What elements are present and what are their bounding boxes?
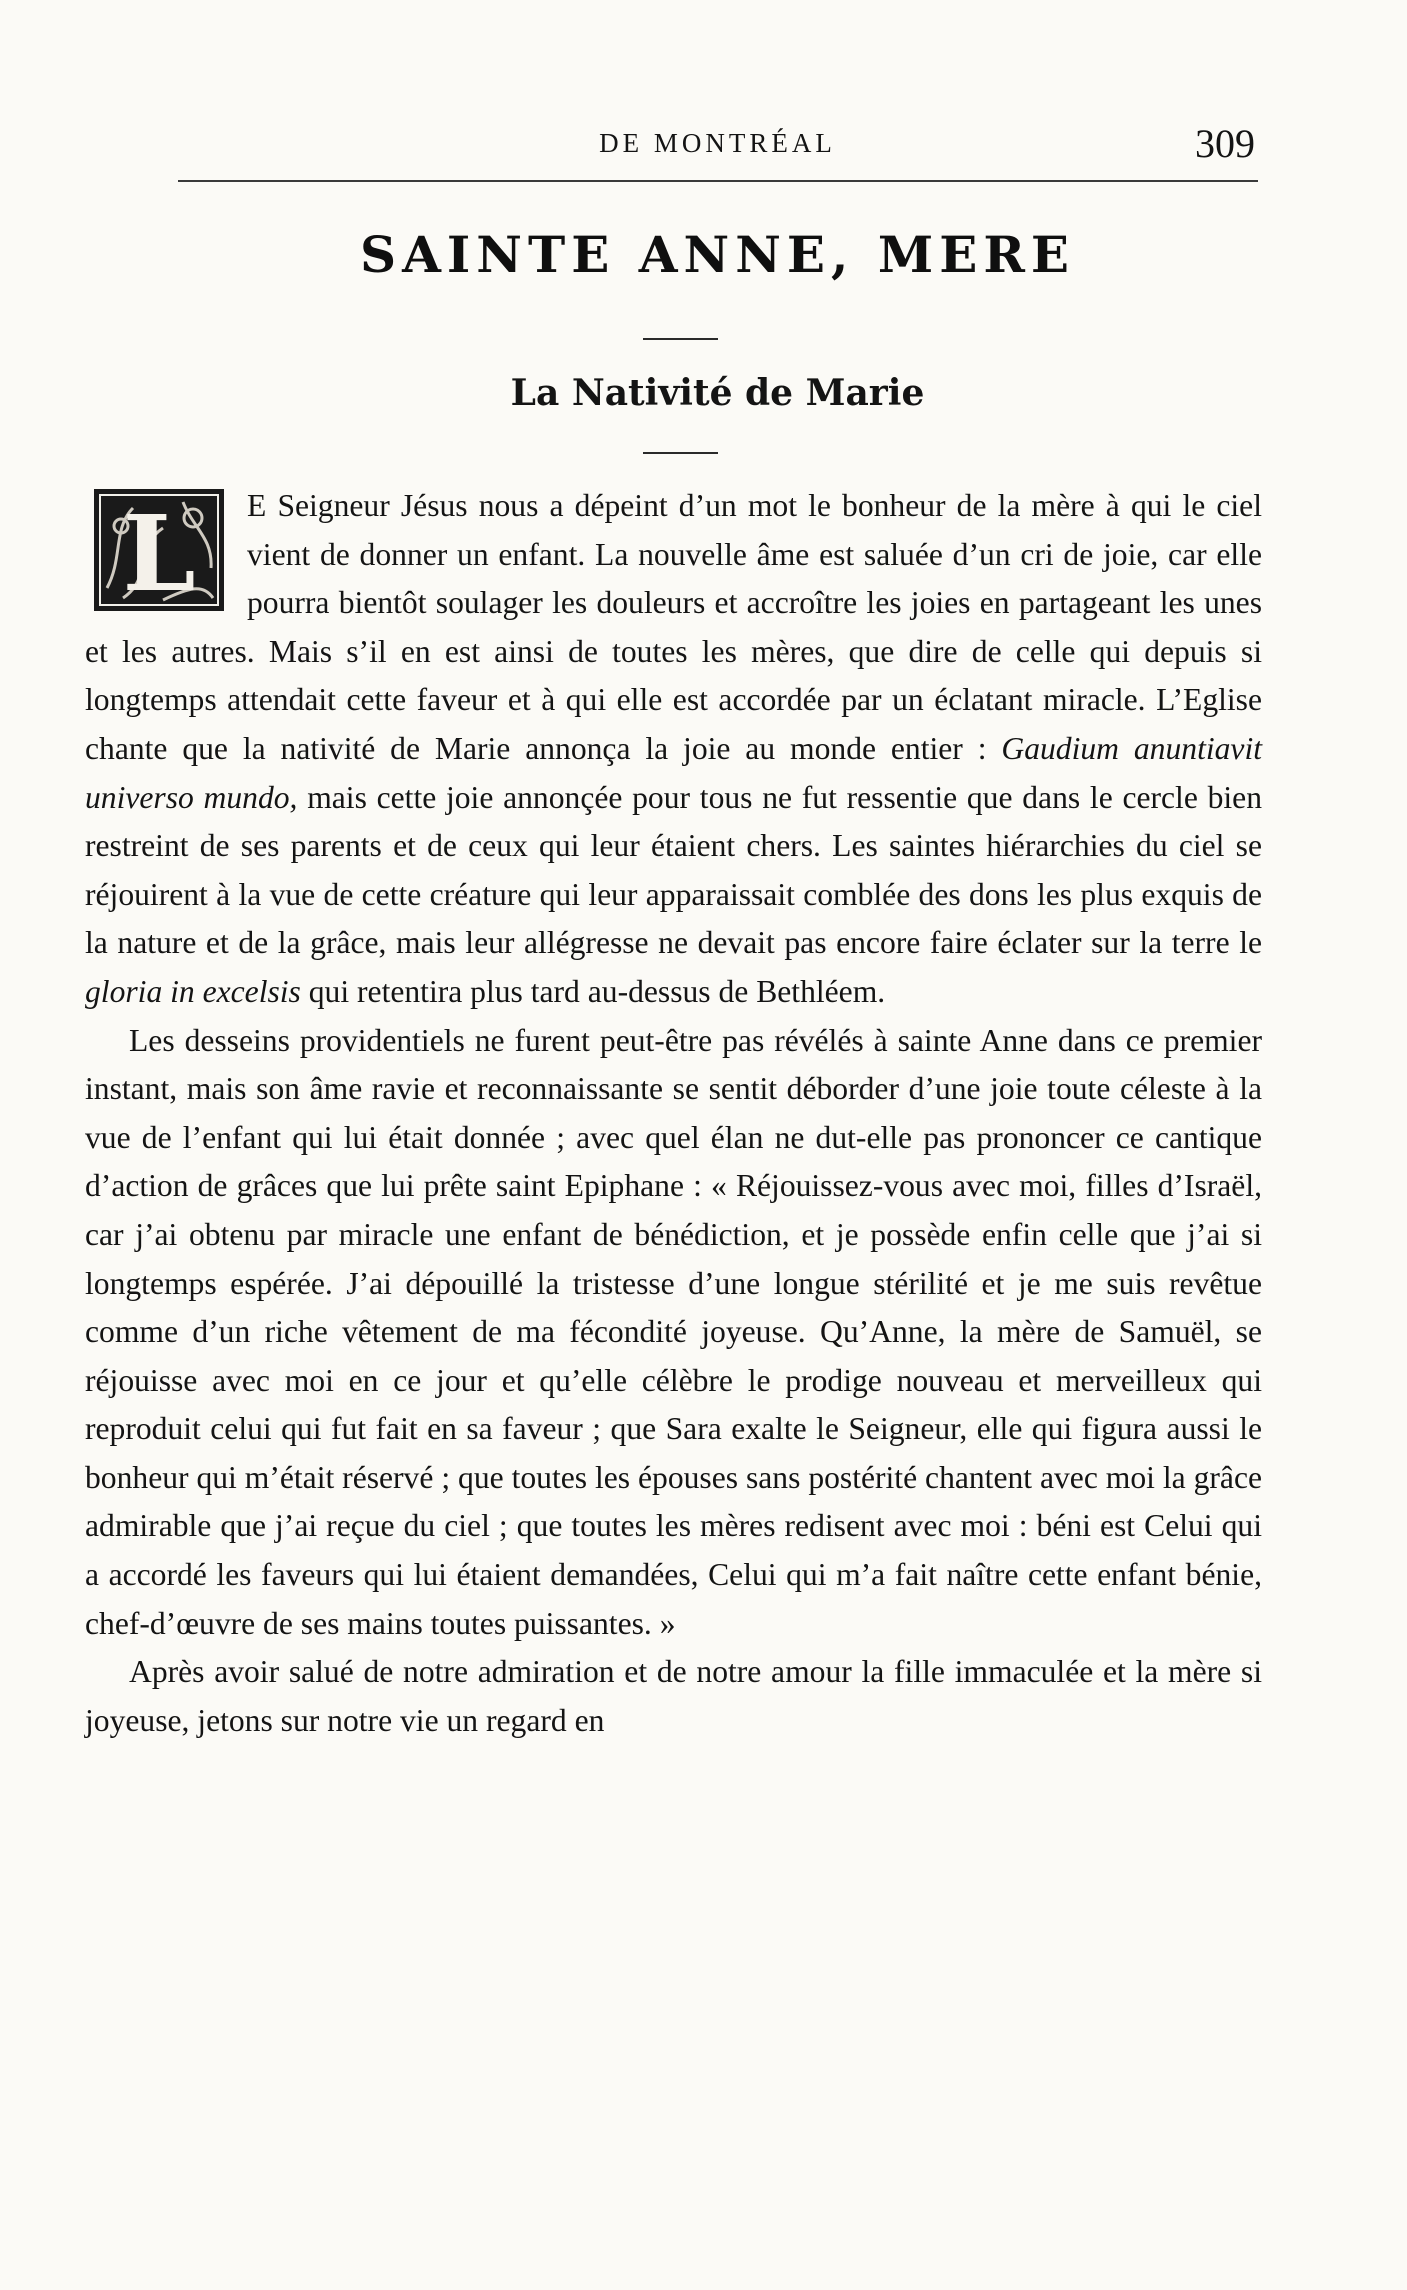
paragraph-1-text-a: Seigneur Jésus nous a dépeint d’un mot le bonheur de la mère à qui le ciel vient de donner un enfant. La nouvelle âme est saluée d’un cri de joie, car elle pourra bientôt soulager les douleurs et accroître les joies en partageant les unes et les autres. Mais s’il en est ainsi de toutes les mères, que dire de celle qui depuis si longtemps attendait cette faveur et à qui elle est accordée par un éclatant miracle. L’Eglise chante que la nativité de Marie annonça la joie au monde entier : <box>85 488 1262 766</box>
page-number: 309 <box>1195 121 1255 166</box>
subtitle-divider <box>643 452 718 454</box>
latin-quote-gaudium: Gaudium anuntiavit universo mundo, <box>85 730 1262 815</box>
running-head <box>180 118 1255 168</box>
paragraph-3: Après avoir salué de notre admiration et de notre amour la fille immaculée et la mère si joyeuse, jetons sur notre vie un regard en <box>85 1654 1262 1738</box>
svg-text:L: L <box>122 492 196 612</box>
latin-quote-gloria: gloria in excelsis <box>85 973 301 1009</box>
chapter-subtitle: La Nativité de Marie <box>510 372 925 414</box>
paragraph-2: Les desseins providentiels ne furent peut-être pas révélés à sainte Anne dans ce premier instant, mais son âme ravie et reconnaissante se sentit déborder d’une joie toute céleste à la vue de l’enfant qui lui était donnée ; avec quel élan ne dut-elle pas prononcer ce cantique d’action de grâces que lui prête saint Epiphane : « Réjouissez-vous avec moi, filles d’Israël, car j’ai obtenu par miracle une enfant de bénédiction, et je possède enfin celle que j’ai si longtemps espérée. J’ai dépouillé la tristesse d’une longue stérilité et je me suis revêtue comme d’un riche vêtement de ma fécondité joyeuse. Qu’Anne, la mère de Samuël, se réjouisse avec moi en ce jour et qu’elle célèbre le prodige nouveau et merveilleux qui reproduit celui qui fut fait en sa faveur ; que Sara exalte le Seigneur, elle qui figura aussi le bonheur qui m’était réservé ; que toutes les épouses sans postérité chantent avec moi la grâce admirable que j’ai reçue du ciel ; que toutes les mères redisent avec moi : béni est Celui qui a accordé les faveurs qui lui étaient demandées, Celui qui m’a fait naître cette enfant bénie, chef-d’œuvre de ses mains toutes puissantes. » <box>85 1022 1262 1641</box>
paragraph-1-text-c: qui retentira plus tard au-dessus de Bethléem. <box>300 973 886 1009</box>
section-title: SAINTE ANNE, MERE <box>360 225 1075 284</box>
paragraph-1-text-b: mais cette joie annonçée pour tous ne fut ressentie que dans le cercle bien restreint de ses parents et de ceux qui leur étaient chers. Les saintes hiérarchies du ciel se réjouirent à la vue de cette créature qui leur apparaissait comblée des dons les plus exquis de la nature et de la grâce, mais leur allégresse ne devait pas encore faire éclater sur la terre le <box>85 779 1262 961</box>
body-text <box>85 482 1262 1745</box>
header-rule <box>178 180 1258 182</box>
ornamental-dropcap <box>93 488 225 612</box>
title-divider <box>643 338 718 340</box>
paragraph-1 <box>85 482 1262 1017</box>
dropcap-continuation: E <box>247 488 267 523</box>
running-title: DE MONTRÉAL <box>599 128 836 158</box>
